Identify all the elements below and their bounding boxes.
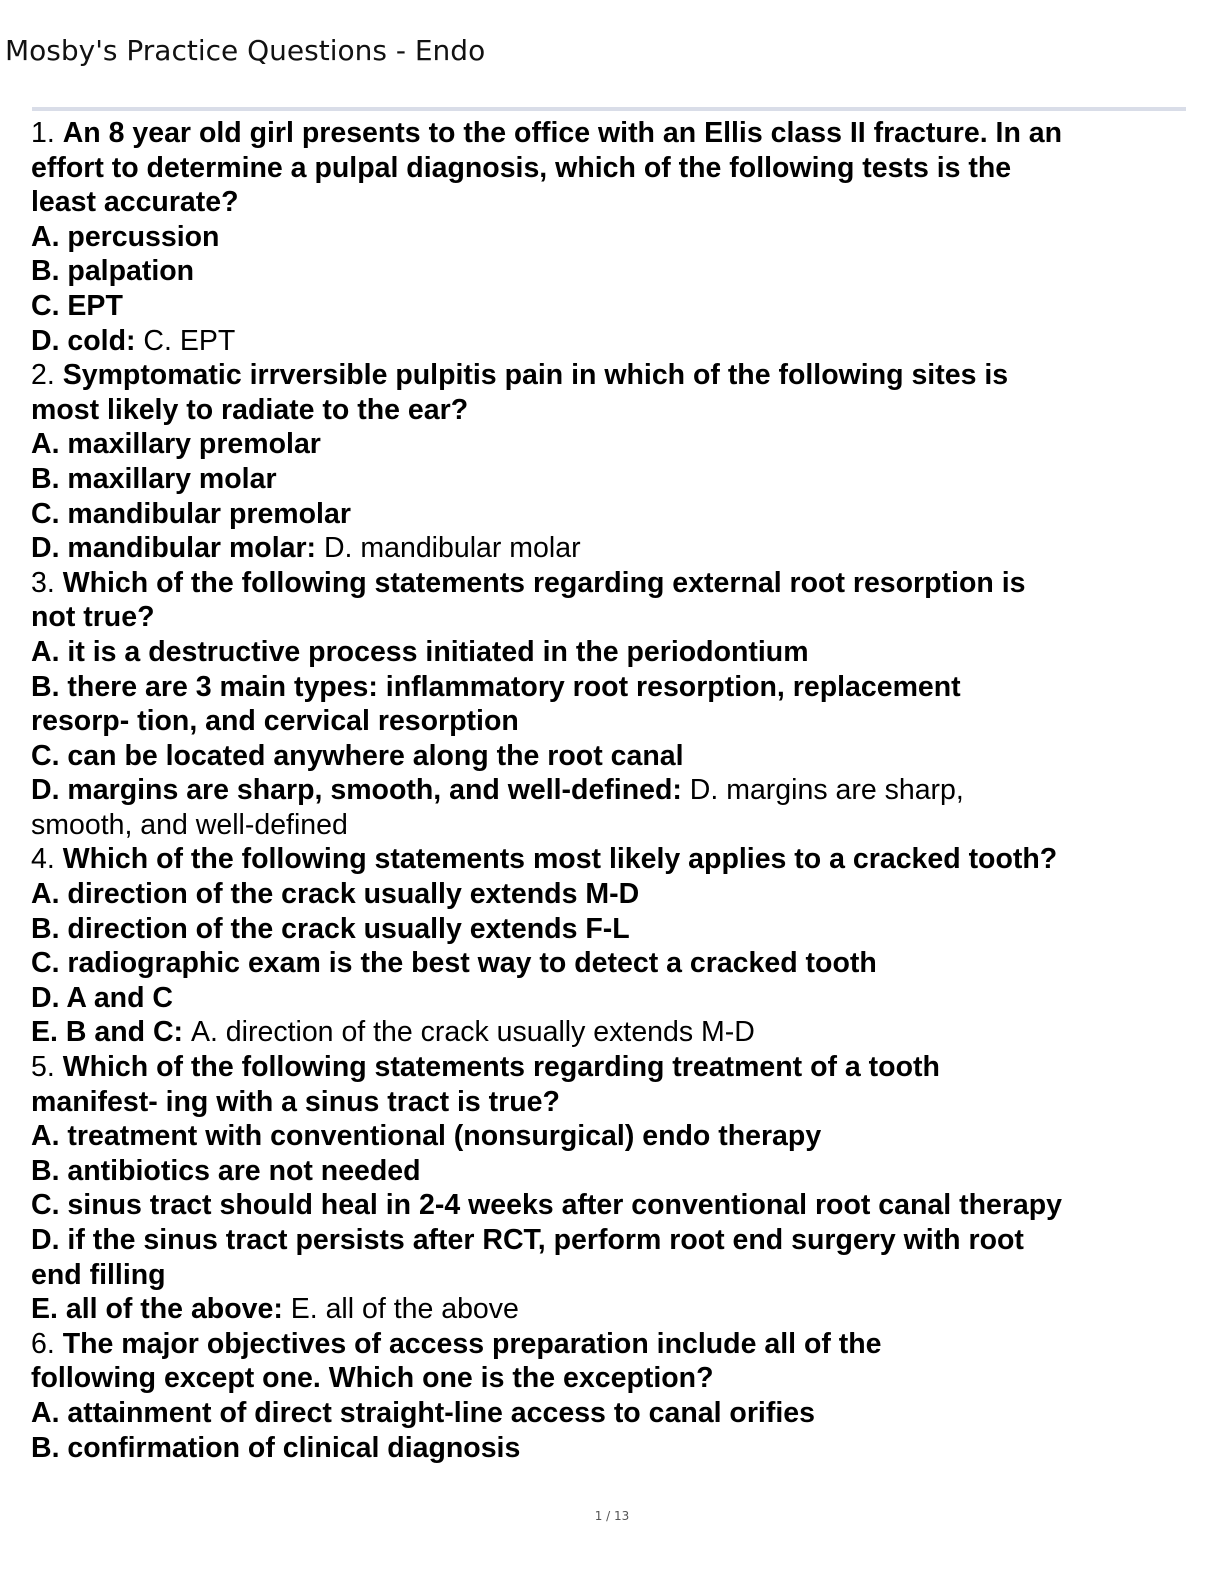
question-number: 2. xyxy=(31,359,55,392)
question-text: not true? xyxy=(31,601,155,634)
question-text: most likely to radiate to the ear? xyxy=(31,393,469,426)
answer-text: D. margins are sharp, xyxy=(689,774,964,807)
option-d xyxy=(31,773,1191,808)
option-b xyxy=(31,670,1191,705)
option-letter: A. xyxy=(31,1120,60,1153)
option-letter: D. xyxy=(31,774,60,807)
option-text: maxillary molar xyxy=(67,462,277,495)
option-c xyxy=(31,739,1191,774)
question-text: least accurate? xyxy=(31,186,239,219)
question-number: 4. xyxy=(31,843,55,876)
option-text: direction of the crack usually extends M-D xyxy=(67,878,640,911)
question-text: manifest- ing with a sinus tract is true? xyxy=(31,1085,560,1118)
option-letter: A. xyxy=(31,878,60,911)
question-list xyxy=(31,116,1191,1465)
question-text: Which of the following statements regarding external root resorption is xyxy=(62,566,1026,599)
page-indicator: 1 / 13 xyxy=(594,1509,630,1523)
option-b xyxy=(31,254,1191,289)
option-d xyxy=(31,981,1191,1016)
option-text: palpation xyxy=(67,255,195,288)
option-letter: D. xyxy=(31,981,60,1014)
option-letter: A. xyxy=(31,220,60,253)
question-text: An 8 year old girl presents to the office with an Ellis class II fracture. In an xyxy=(62,117,1063,149)
question-text: Which of the following statements regarding treatment of a tooth xyxy=(62,1051,940,1084)
option-text: maxillary premolar xyxy=(67,428,321,461)
option-letter: C. xyxy=(31,1189,60,1222)
question-1 xyxy=(31,116,1191,358)
question-2 xyxy=(31,358,1191,566)
option-letter: A. xyxy=(31,1396,60,1429)
option-text: all of the above: xyxy=(65,1293,283,1326)
option-letter: D. xyxy=(31,1224,60,1256)
question-3 xyxy=(31,566,1191,843)
option-letter: B. xyxy=(31,255,60,288)
option-a xyxy=(31,1119,1191,1154)
option-text: cold: xyxy=(67,324,136,357)
option-text: EPT xyxy=(67,289,123,322)
option-letter: D. xyxy=(31,324,60,357)
option-letter: B. xyxy=(31,670,60,703)
answer-text: C. EPT xyxy=(143,324,236,357)
question-4 xyxy=(31,842,1191,1050)
option-c xyxy=(31,289,1191,324)
option-text: mandibular premolar xyxy=(67,497,351,530)
option-letter: C. xyxy=(31,739,60,772)
option-d xyxy=(31,531,1191,566)
document-title: Mosby's Practice Questions - Endo xyxy=(5,34,486,67)
option-letter: A. xyxy=(31,635,60,668)
option-text: mandibular molar: xyxy=(67,532,317,565)
option-b xyxy=(31,912,1191,947)
question-number: 1. xyxy=(31,117,55,149)
question-text: Which of the following statements most likely applies to a cracked tooth? xyxy=(62,843,1058,876)
question-number: 6. xyxy=(31,1327,55,1360)
option-b xyxy=(31,1154,1191,1189)
question-text: following except one. Which one is the exception? xyxy=(31,1362,714,1395)
option-text: antibiotics are not needed xyxy=(67,1154,421,1187)
question-number: 3. xyxy=(31,566,55,599)
option-letter: C. xyxy=(31,289,60,322)
option-a xyxy=(31,635,1191,670)
option-a xyxy=(31,427,1191,462)
option-letter: E. xyxy=(31,1293,58,1326)
option-letter: C. xyxy=(31,497,60,530)
option-text: can be located anywhere along the root canal xyxy=(67,739,684,772)
option-d xyxy=(31,324,1191,359)
question-text: Symptomatic irrversible pulpitis pain in which of the following sites is xyxy=(62,359,1009,392)
answer-text: D. mandibular molar xyxy=(323,532,581,565)
option-text: A and C xyxy=(66,981,173,1014)
option-letter: B. xyxy=(31,462,60,495)
option-text: attainment of direct straight-line access to canal orifies xyxy=(67,1396,815,1429)
option-letter: E. xyxy=(31,1016,58,1049)
option-text: B and C: xyxy=(65,1016,184,1049)
option-text: direction of the crack usually extends F-L xyxy=(67,912,630,945)
option-a xyxy=(31,220,1191,255)
title-divider xyxy=(32,107,1186,111)
option-text-continuation: end filling xyxy=(31,1258,166,1291)
answer-text: E. all of the above xyxy=(290,1293,519,1326)
option-text: margins are sharp, smooth, and well-defined: xyxy=(67,774,682,807)
option-text: confirmation of clinical diagnosis xyxy=(67,1431,521,1464)
question-text: effort to determine a pulpal diagnosis, which of the following tests is the xyxy=(31,151,1012,184)
option-c xyxy=(31,946,1191,981)
option-text: there are 3 main types: inflammatory root resorption, replacement xyxy=(67,670,961,703)
question-text: The major objectives of access preparation include all of the xyxy=(62,1327,882,1360)
question-number: 5. xyxy=(31,1051,55,1084)
option-a xyxy=(31,877,1191,912)
option-letter: B. xyxy=(31,1154,60,1187)
option-letter: A. xyxy=(31,428,60,461)
option-text: sinus tract should heal in 2-4 weeks after conventional root canal therapy xyxy=(67,1189,1063,1222)
option-b xyxy=(31,462,1191,497)
option-letter: C. xyxy=(31,947,60,980)
option-letter: B. xyxy=(31,1431,60,1464)
option-a xyxy=(31,1396,1191,1431)
option-b xyxy=(31,1431,1191,1466)
option-letter: B. xyxy=(31,912,60,945)
question-5 xyxy=(31,1050,1191,1327)
answer-text-continuation: smooth, and well-defined xyxy=(31,808,348,841)
option-e xyxy=(31,1015,1191,1050)
option-text: radiographic exam is the best way to detect a cracked tooth xyxy=(67,947,877,980)
option-e xyxy=(31,1292,1191,1327)
option-text: treatment with conventional (nonsurgical) endo therapy xyxy=(67,1120,822,1153)
option-text: it is a destructive process initiated in the periodontium xyxy=(67,635,809,668)
answer-text: A. direction of the crack usually extends M-D xyxy=(190,1016,755,1049)
option-text-continuation: resorp- tion, and cervical resorption xyxy=(31,705,519,738)
option-c xyxy=(31,1188,1191,1223)
option-c xyxy=(31,497,1191,532)
question-6 xyxy=(31,1327,1191,1465)
option-letter: D. xyxy=(31,532,60,565)
option-text: percussion xyxy=(67,220,220,253)
option-text: if the sinus tract persists after RCT, perform root end surgery with root xyxy=(67,1224,1024,1256)
option-d xyxy=(31,1223,1191,1258)
